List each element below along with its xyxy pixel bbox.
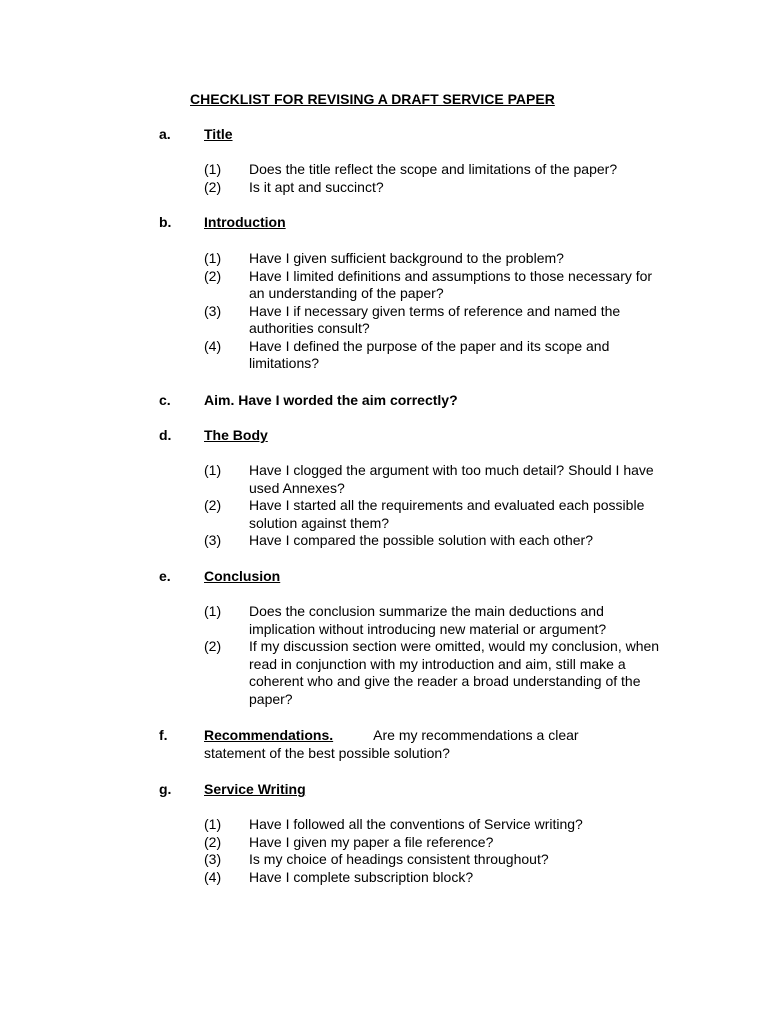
item-number: (1) — [204, 250, 222, 266]
item-text: Does the conclusion summarize the main deductions and implication without introducing new material or argument? — [249, 603, 607, 637]
item-text: If my discussion section were omitted, would my conclusion, when read in conjunction with my introduction and aim, still make a coherent who and give the reader a broad understanding of the paper? — [249, 638, 660, 707]
list-item — [0, 851, 768, 869]
item-text: Have I compared the possible solution with each other? — [249, 532, 593, 548]
list-item — [0, 638, 768, 708]
item-number: (4) — [204, 337, 222, 354]
section-heading: The Body — [204, 427, 268, 443]
item-number: (1) — [204, 161, 222, 177]
list-item — [0, 250, 768, 268]
section-g-items — [0, 816, 768, 886]
section-heading: Introduction — [204, 214, 286, 230]
section-heading: Title — [204, 126, 233, 142]
item-text: Have I if necessary given terms of reference and named the authorities consult? — [249, 302, 621, 336]
item-number: (3) — [204, 851, 222, 867]
list-item — [0, 497, 768, 532]
item-text: Have I complete subscription block? — [249, 868, 474, 885]
item-number: (1) — [204, 816, 222, 832]
item-text: Is it apt and succinct? — [249, 178, 384, 195]
section-e-items — [0, 603, 768, 708]
item-number: (3) — [204, 532, 222, 548]
list-item — [0, 303, 768, 338]
item-number: (3) — [204, 302, 222, 319]
item-number: (2) — [204, 178, 222, 195]
list-item — [0, 338, 768, 373]
section-letter: f. — [159, 727, 168, 743]
section-letter: g. — [159, 781, 172, 797]
section-b-items — [0, 250, 768, 373]
item-text: Is my choice of headings consistent throughout? — [249, 851, 549, 867]
section-letter: d. — [159, 427, 172, 443]
section-letter: e. — [159, 568, 171, 584]
section-d-items — [0, 462, 768, 550]
item-text: Have I followed all the conventions of Service writing? — [249, 816, 583, 832]
item-number: (1) — [204, 462, 222, 478]
item-text: Have I limited definitions and assumptions to those necessary for an understanding of the paper? — [249, 267, 653, 301]
item-text: Have I clogged the argument with too much detail? Should I have used Annexes? — [249, 462, 654, 496]
item-text: Have I started all the requirements and evaluated each possible solution against them? — [249, 497, 645, 531]
item-number: (2) — [204, 833, 222, 850]
section-text: Are my recommendations a clear statement of the best possible solution? — [204, 727, 579, 761]
section-letter: a. — [159, 126, 171, 142]
section-heading: Recommendations. — [204, 727, 334, 743]
list-item — [0, 161, 768, 179]
list-item — [0, 834, 768, 852]
section-a-items — [0, 161, 768, 196]
item-text: Have I given my paper a file reference? — [249, 833, 494, 850]
recommendations-paragraph — [204, 727, 624, 762]
list-item — [0, 603, 768, 638]
list-item — [0, 869, 768, 887]
list-item — [0, 462, 768, 497]
item-number: (2) — [204, 497, 222, 513]
item-number: (2) — [204, 267, 222, 284]
list-item — [0, 179, 768, 197]
item-text: Have I defined the purpose of the paper and its scope and limitations? — [249, 337, 610, 371]
list-item — [0, 816, 768, 834]
section-heading: Service Writing — [204, 781, 306, 797]
page-title: CHECKLIST FOR REVISING A DRAFT SERVICE PAPER — [190, 91, 555, 107]
item-number: (4) — [204, 868, 222, 885]
item-number: (2) — [204, 638, 222, 654]
item-text: Have I given sufficient background to the problem? — [249, 250, 564, 266]
item-number: (1) — [204, 603, 222, 619]
section-letter: b. — [159, 214, 172, 230]
section-heading: Aim. Have I worded the aim correctly? — [204, 392, 458, 408]
section-letter: c. — [159, 392, 171, 408]
item-text: Does the title reflect the scope and limitations of the paper? — [249, 161, 618, 177]
section-heading: Conclusion — [204, 568, 281, 584]
list-item — [0, 268, 768, 303]
list-item — [0, 532, 768, 550]
